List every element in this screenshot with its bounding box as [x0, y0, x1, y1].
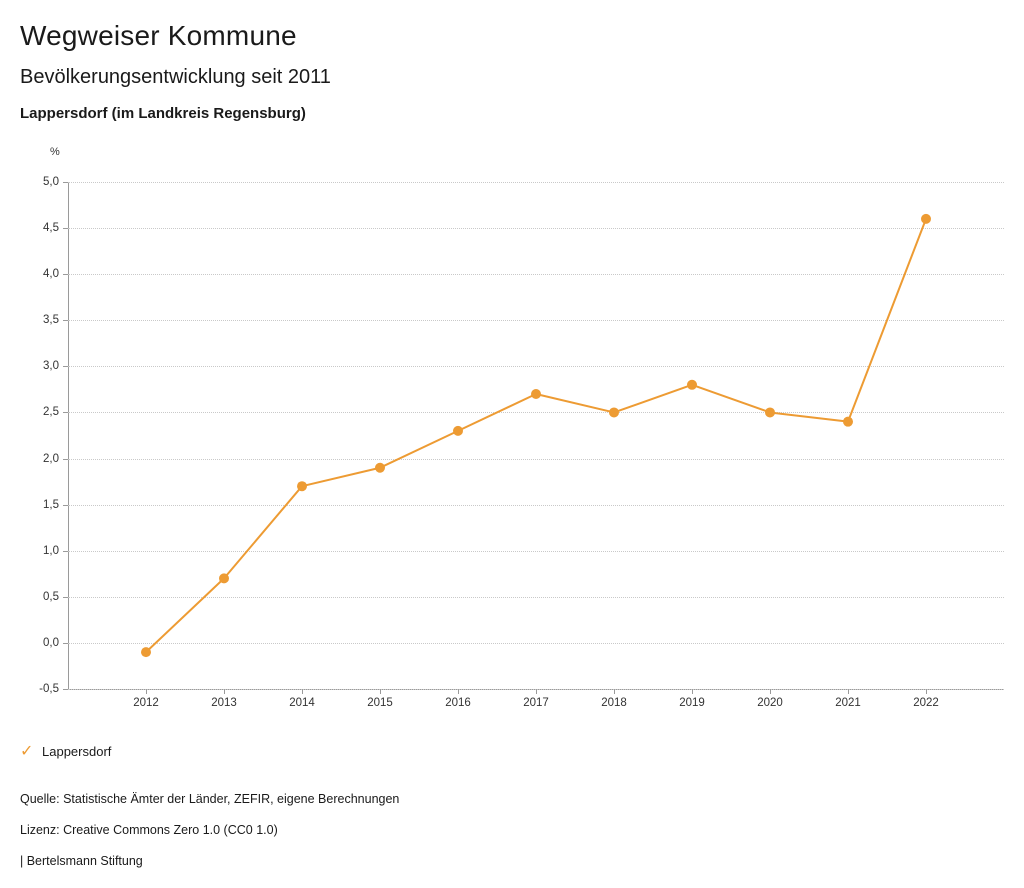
- y-axis-tick-label: 1,0: [43, 544, 59, 557]
- y-axis-tick-label: 2,0: [43, 452, 59, 465]
- x-axis-tick-label: 2022: [913, 697, 939, 709]
- y-axis-unit-label: %: [50, 146, 60, 158]
- y-axis-tick-label: 3,5: [43, 314, 59, 327]
- x-axis-tick-mark: [770, 689, 771, 694]
- series-line: [146, 219, 926, 652]
- x-axis-tick-label: 2013: [211, 697, 237, 709]
- data-point[interactable]: [843, 417, 853, 427]
- data-point[interactable]: [687, 380, 697, 390]
- x-axis-tick-mark: [614, 689, 615, 694]
- data-point[interactable]: [297, 481, 307, 491]
- x-axis-tick-label: 2021: [835, 697, 861, 709]
- data-point[interactable]: [141, 647, 151, 657]
- y-axis-tick-label: 1,5: [43, 498, 59, 511]
- x-axis-tick-mark: [926, 689, 927, 694]
- chart-plot-area: [39, 176, 1004, 709]
- series-lappersdorf: [68, 182, 1004, 689]
- x-axis-tick-mark: [224, 689, 225, 694]
- y-axis-tick-label: -0,5: [39, 683, 59, 695]
- x-axis-tick-label: 2015: [367, 697, 393, 709]
- y-axis-tick-mark: [63, 689, 68, 690]
- x-axis-tick-label: 2014: [289, 697, 315, 709]
- y-axis-tick-label: 3,0: [43, 360, 59, 373]
- x-axis-tick-label: 2017: [523, 697, 549, 709]
- y-axis-tick-label: 0,0: [43, 636, 59, 649]
- y-axis-tick-label: 4,0: [43, 268, 59, 281]
- legend-item-label: Lappersdorf: [42, 744, 112, 759]
- data-point[interactable]: [219, 573, 229, 583]
- chart-legend[interactable]: [20, 744, 111, 759]
- x-axis-tick-label: 2019: [679, 697, 705, 709]
- data-point[interactable]: [531, 389, 541, 399]
- page-title: Wegweiser Kommune: [20, 20, 297, 51]
- footnote-line: | Bertelsmann Stiftung: [20, 854, 143, 868]
- data-point[interactable]: [765, 407, 775, 417]
- check-icon: ✓: [20, 742, 34, 760]
- data-point[interactable]: [921, 214, 931, 224]
- y-axis-tick-label: 4,5: [43, 222, 59, 235]
- x-axis-tick-mark: [536, 689, 537, 694]
- data-point[interactable]: [375, 463, 385, 473]
- region-label: Lappersdorf (im Landkreis Regensburg): [20, 105, 306, 122]
- footnotes: [20, 784, 399, 877]
- x-axis-tick-mark: [380, 689, 381, 694]
- x-axis-tick-mark: [302, 689, 303, 694]
- page-subtitle: Bevölkerungsentwicklung seit 2011: [20, 66, 331, 88]
- y-axis-tick-label: 0,5: [43, 590, 59, 603]
- footnote-line: Lizenz: Creative Commons Zero 1.0 (CC0 1.0): [20, 823, 278, 837]
- y-axis-tick-label: 2,5: [43, 406, 59, 419]
- footnote-line: Quelle: Statistische Ämter der Länder, ZEFIR, eigene Berechnungen: [20, 792, 400, 806]
- x-axis-tick-label: 2012: [133, 697, 159, 709]
- data-point[interactable]: [453, 426, 463, 436]
- x-axis-tick-mark: [146, 689, 147, 694]
- x-axis-tick-label: 2020: [757, 697, 783, 709]
- x-axis-tick-mark: [848, 689, 849, 694]
- x-axis-tick-label: 2016: [445, 697, 471, 709]
- x-axis-tick-mark: [458, 689, 459, 694]
- data-point[interactable]: [609, 407, 619, 417]
- x-axis-tick-mark: [692, 689, 693, 694]
- x-axis-tick-label: 2018: [601, 697, 627, 709]
- y-axis-tick-label: 5,0: [43, 176, 59, 188]
